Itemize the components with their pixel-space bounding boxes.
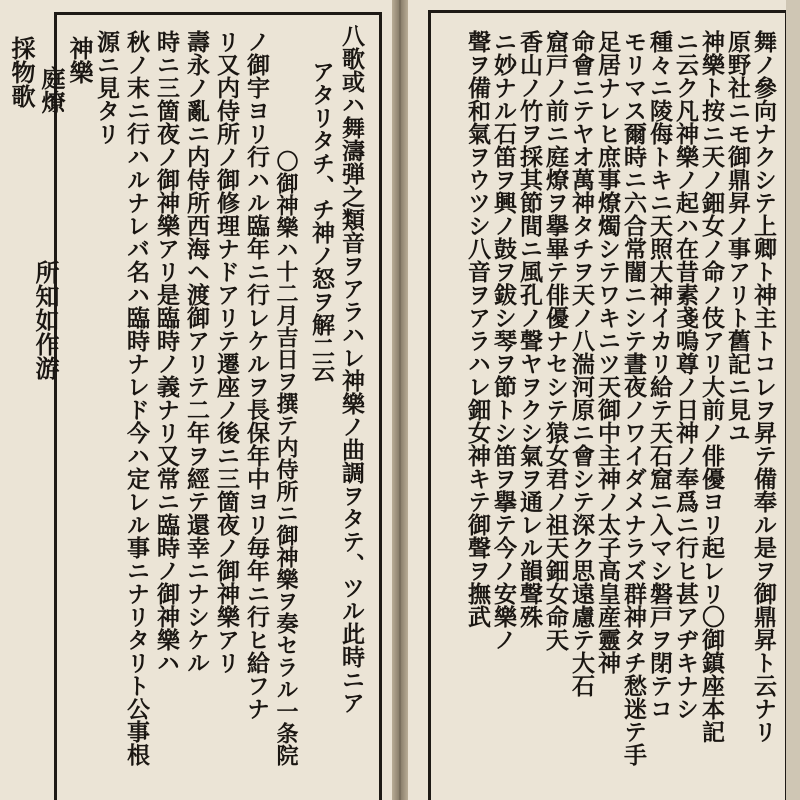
left-text-column: アタリタチ、チ神ノ怒ヲ解二云 — [308, 60, 335, 382]
right-text-column: 神樂ト按ニ天ノ鈿女ノ命ノ伎アリ大前ノ俳優ヨリ起レリ〇御鎮座本記 — [698, 30, 725, 743]
book-gutter — [392, 0, 408, 800]
section-title-niwabi: 庭燎 — [37, 66, 66, 114]
left-text-column: ノ御宇ヨリ行ハル臨年ニ行レケルヲ長保年中ヨリ毎年ニ行ヒ給フナ — [243, 30, 270, 720]
left-text-column: 時ニ三箇夜ノ御神樂アリ是臨時ノ義ナリ又常ニ臨時ノ御神樂ハ — [153, 30, 180, 674]
right-text-column: 原野社ニモ御鼎昇ノ事アリト舊記ニ見ユ — [724, 30, 751, 444]
right-text-column: ニ妙ナル石笛ヲ興ノ鼓ヲ鈸シ琴ヲ節トシ笛ヲ擧テ今ノ安樂ノ — [490, 30, 517, 651]
right-text-column: 命會ニテヤオ萬神タチヲ天ノ八湍河原ニ會シテ深ク思遠慮テ大石 — [568, 30, 595, 697]
left-text-column: リ又内侍所ノ御修理ナドアリテ遷座ノ後ニ三箇夜ノ御神樂アリ — [213, 30, 240, 674]
right-page — [408, 0, 800, 800]
left-page — [0, 0, 392, 800]
right-text-column: 窟戸ノ前ニ庭燎ヲ擧畢テ俳優ナセシテ猿女君ノ祖天鈿女命天 — [542, 30, 569, 651]
right-text-column: 種々ニ陵侮トキニ天照大神イカリ給テ天石窟ニ入マシ磐戸ヲ閉テコ — [646, 30, 673, 720]
right-text-column: 香山ノ竹ヲ採其節間ニ風孔ノ聲ヤヲクシ氣ヲ通レル韻聲殊 — [516, 30, 543, 628]
right-text-column: 足居ナレヒ庶事燎燭シテワキニツ天御中主神ノ太子高皇産靈神 — [594, 30, 621, 674]
section-title-torimono: 採物歌 — [7, 36, 36, 108]
left-text-column: 源ニ見タリ — [93, 30, 120, 145]
right-text-column: 聲ヲ備和氣ヲウツシ八音ヲアラハレ鈿女神キテ御聲ヲ撫武 — [464, 30, 491, 628]
left-text-column: 〇御神樂ハ十二月吉日ヲ撰テ内侍所ニ御神樂ヲ奏セラル一条院 — [273, 150, 299, 766]
page-edge — [786, 0, 800, 800]
left-text-column: 壽永ノ亂ニ内侍所西海ヘ渡御アリテ二年ヲ經テ還幸ニナシケル — [183, 30, 210, 674]
right-text-column: ニ云ク凡神樂ノ起ハ在昔素戔嗚尊ノ日神ノ奉爲ニ行ヒ甚アヂキナシ — [672, 30, 699, 720]
left-text-column: 秋ノ末ニ行ハルナレバ名ハ臨時ナレド今ハ定レル事ニナリタリト公事根 — [123, 30, 150, 766]
right-text-column: 舞ノ參向ナクシテ上卿ト神主トコレヲ昇テ備奉ル是ヲ御鼎昇ト云ナリ — [750, 30, 777, 743]
section-title-kagura: 神樂 — [65, 36, 94, 84]
right-text-column: モリマス爾時ニ六合常闇ニシテ晝夜ノワイダメナラズ群神タチ愁迷テ手 — [620, 30, 647, 766]
left-text-column: 八歌或ハ舞濤弾之類音ヲアラハレ神樂ノ曲調ヲタテ、ツル此時ニア — [338, 24, 365, 714]
author-credit: 所知如作游 — [31, 260, 60, 380]
